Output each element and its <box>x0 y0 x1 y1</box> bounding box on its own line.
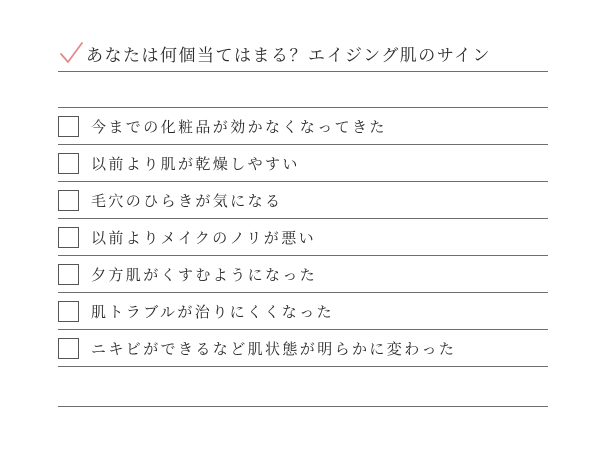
checklist-item[interactable] <box>58 182 548 219</box>
checklist-item-label: 肌トラブルが治りにくくなった <box>91 302 335 321</box>
checklist-item[interactable] <box>58 145 548 182</box>
checkbox[interactable] <box>58 116 79 137</box>
checklist-item-label: 以前より肌が乾燥しやすい <box>91 154 300 173</box>
checklist-item[interactable] <box>58 293 548 330</box>
checklist-item[interactable] <box>58 330 548 367</box>
checklist-item[interactable] <box>58 256 548 293</box>
checkbox[interactable] <box>58 227 79 248</box>
list-bottom-rule <box>58 406 548 407</box>
checklist-item-label: 毛穴のひらきが気になる <box>91 191 283 210</box>
checkbox[interactable] <box>58 153 79 174</box>
title-text: あなたは何個当てはまる？エイジング肌のサイン <box>86 45 492 66</box>
checkbox[interactable] <box>58 264 79 285</box>
checklist-title <box>58 36 548 70</box>
title-underline <box>58 71 548 72</box>
checkbox[interactable] <box>58 301 79 322</box>
checklist-item-label: 夕方肌がくすむようになった <box>91 265 318 284</box>
checklist-item[interactable] <box>58 219 548 256</box>
checkmark-icon <box>58 40 84 66</box>
checkbox[interactable] <box>58 338 79 359</box>
checkbox[interactable] <box>58 190 79 211</box>
checklist-item-label: 今までの化粧品が効かなくなってきた <box>91 117 387 136</box>
checklist <box>58 108 548 367</box>
checklist-item-label: 以前よりメイクのノリが悪い <box>91 228 317 247</box>
checklist-item-label: ニキビができるなど肌状態が明らかに変わった <box>91 339 457 358</box>
checklist-item[interactable] <box>58 108 548 145</box>
